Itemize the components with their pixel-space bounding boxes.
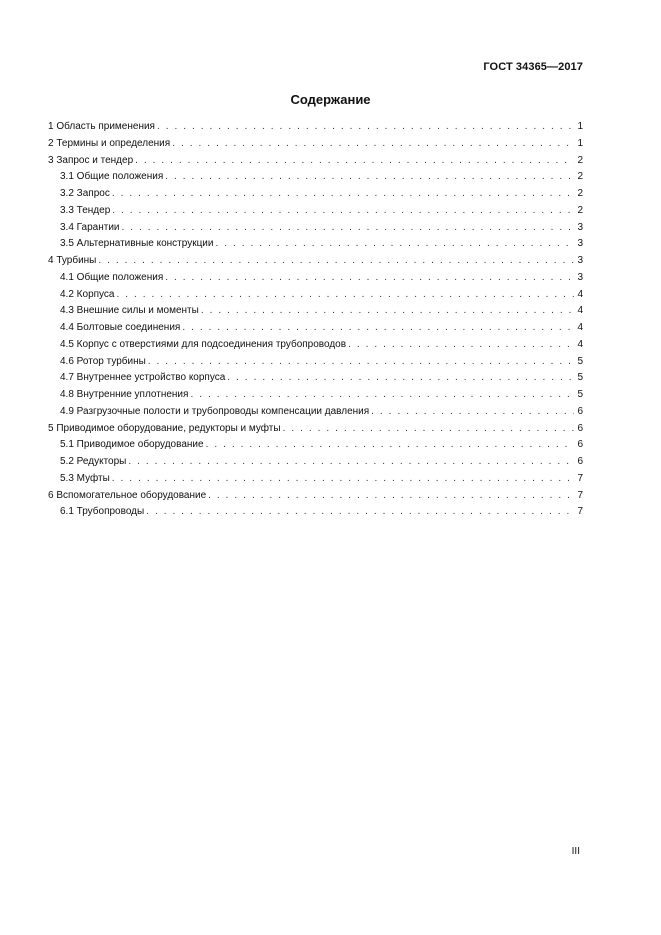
toc-entry[interactable] [48,488,583,505]
toc-entry[interactable] [48,437,583,454]
table-of-contents [48,119,583,521]
toc-entry-page: 2 [577,204,583,216]
toc-entry-label: 4.3 Внешние силы и моменты [60,305,199,317]
toc-entry-page: 4 [577,305,583,317]
toc-entry-label: 4.9 Разгрузочные полости и трубопроводы компенсации давления [60,405,370,417]
toc-entry[interactable] [48,236,583,253]
toc-entry[interactable] [48,354,583,371]
toc-entry-page: 4 [577,338,583,350]
toc-entry-label: 4.2 Корпуса [60,288,115,300]
toc-entry-label: 3.2 Запрос [60,188,110,199]
dot-leader [128,454,574,471]
toc-entry-page: 2 [577,188,583,199]
dot-leader [117,287,575,304]
toc-entry[interactable] [48,303,583,320]
toc-entry[interactable] [48,471,583,488]
toc-entry[interactable] [48,186,583,203]
toc-title: Содержание [290,92,371,107]
toc-entry[interactable] [48,270,583,287]
dot-leader [348,337,574,354]
dot-leader [165,270,574,287]
dot-leader [215,236,574,253]
toc-entry-page: 1 [577,121,583,132]
dot-leader [208,488,574,505]
toc-entry-page: 6 [577,422,583,434]
toc-entry-label: 3.5 Альтернативные конструкции [60,238,214,250]
toc-entry[interactable] [48,504,583,521]
toc-entry-page: 5 [577,372,583,384]
toc-entry-page: 4 [577,288,583,300]
toc-entry-page: 4 [577,322,583,333]
toc-entry-page: 3 [577,271,583,283]
dot-leader [112,186,574,203]
dot-leader [122,220,575,237]
toc-entry[interactable] [48,287,583,304]
toc-entry-label: 4.8 Внутренние уплотнения [60,389,189,400]
dot-leader [190,387,574,404]
document-code: ГОСТ 34365—2017 [483,61,583,73]
dot-leader [283,421,574,438]
toc-entry-label: 6 Вспомогательное оборудование [48,489,207,501]
dot-leader [182,320,574,337]
toc-entry-page: 6 [577,405,583,417]
toc-entry-label: 4.4 Болтовые соединения [60,322,181,333]
toc-entry-page: 6 [577,439,583,451]
toc-entry-page: 5 [577,355,583,367]
toc-entry[interactable] [48,153,583,170]
toc-entry-label: 1 Область применения [48,121,155,132]
toc-entry-page: 3 [577,255,583,266]
toc-entry-label: 4 Турбины [48,255,97,266]
toc-entry-label: 3 Запрос и тендер [48,154,134,166]
page-number: III [571,846,580,857]
dot-leader [165,169,574,186]
toc-entry-label: 2 Термины и определения [48,137,171,149]
dot-leader [172,136,574,153]
toc-entry-label: 4.7 Внутреннее устройство корпуса [60,372,226,384]
toc-entry-page: 2 [577,154,583,166]
toc-entry[interactable] [48,387,583,404]
toc-entry-page: 2 [577,171,583,183]
dot-leader [227,370,574,387]
toc-entry-label: 4.1 Общие положения [60,271,164,283]
toc-entry-label: 4.6 Ротор турбины [60,355,146,367]
toc-entry[interactable] [48,370,583,387]
toc-entry-label: 4.5 Корпус с отверстиями для подсоединения трубопроводов [60,338,347,350]
toc-entry-page: 5 [577,389,583,400]
toc-entry[interactable] [48,320,583,337]
toc-entry-label: 5.1 Приводимое оборудование [60,439,204,451]
toc-entry-label: 6.1 Трубопроводы [60,506,145,518]
dot-leader [98,253,574,270]
toc-entry-page: 6 [577,456,583,467]
toc-entry-page: 7 [577,489,583,501]
toc-entry[interactable] [48,454,583,471]
dot-leader [146,504,574,521]
dot-leader [206,437,574,454]
toc-entry-label: 3.3 Тендер [60,204,111,216]
dot-leader [371,404,574,421]
toc-entry[interactable] [48,169,583,186]
toc-entry[interactable] [48,203,583,220]
toc-entry-page: 3 [577,221,583,233]
dot-leader [148,354,574,371]
toc-entry-label: 5 Приводимое оборудование, редукторы и муфты [48,422,281,434]
toc-entry-label: 5.2 Редукторы [60,456,127,467]
toc-entry[interactable] [48,253,583,270]
toc-entry[interactable] [48,337,583,354]
toc-entry-page: 3 [577,238,583,250]
toc-entry-label: 3.4 Гарантии [60,221,120,233]
toc-entry[interactable] [48,136,583,153]
toc-entry[interactable] [48,421,583,438]
toc-entry-page: 1 [577,137,583,149]
toc-entry-page: 7 [577,506,583,518]
toc-entry[interactable] [48,404,583,421]
toc-entry-label: 5.3 Муфты [60,472,110,484]
dot-leader [112,471,574,488]
dot-leader [135,153,574,170]
dot-leader [157,119,574,136]
toc-entry[interactable] [48,119,583,136]
toc-entry-page: 7 [577,472,583,484]
toc-entry-label: 3.1 Общие положения [60,171,164,183]
dot-leader [201,303,574,320]
dot-leader [112,203,574,220]
toc-entry[interactable] [48,220,583,237]
